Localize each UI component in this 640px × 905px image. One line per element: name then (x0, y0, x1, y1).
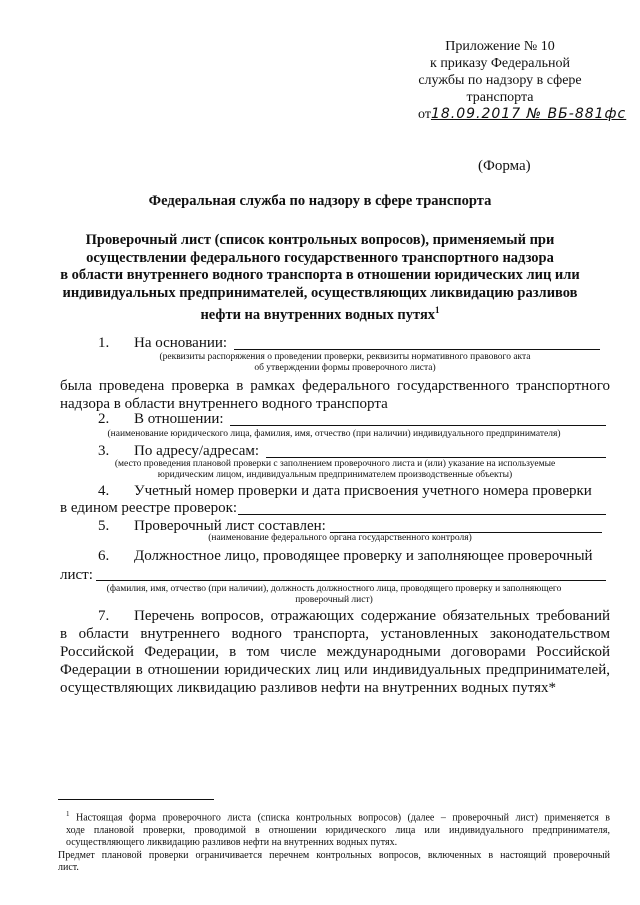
item7-number: 7. (98, 608, 110, 624)
title-line-text: нефти на внутренних водных путях (200, 306, 436, 323)
footnote-line: $^1$ Настоящая форма проверочного листа (списка контрольных вопросов) (далее – проверочный лист) применяется в (66, 810, 611, 824)
item6-number: 6. (98, 548, 110, 564)
title-line: Проверочный лист (список контрольных вопросов), применяемый при (85, 232, 555, 248)
item1-continuation: была проведена проверка в рамках федерального государственного транспортного надзора в области внутреннего водного транспорта (60, 378, 610, 412)
item6-caption: (фамилия, имя, отчество (при наличии), должность должностного лица, проводящего проверку и заполняющего проверочный лист) (106, 584, 562, 605)
item2-label: В отношении: (134, 411, 224, 427)
item3-number: 3. (98, 443, 110, 459)
item4-fill-line[interactable] (238, 514, 606, 515)
item2-fill-line[interactable] (230, 425, 606, 426)
order-reference (418, 106, 626, 123)
item6-label: лист: (60, 567, 93, 583)
title-line (50, 302, 590, 324)
document-title (50, 232, 590, 324)
item6-text: Должностное лицо, проводящее проверку и заполняющее проверочный (134, 548, 593, 564)
item2-caption: (наименование юридического лица, фамилия, имя, отчество (при наличии) индивидуального предпринимателя) (107, 429, 561, 439)
item1-number: 1. (98, 335, 110, 351)
item4-number: 4. (98, 483, 110, 499)
item5-label: Проверочный лист составлен: (134, 518, 326, 534)
title-line: осуществлении федерального государственного транспортного надзора (86, 249, 554, 266)
item1-label: На основании: (134, 335, 228, 351)
item3-fill-line[interactable] (266, 457, 606, 458)
title-line: индивидуальных предпринимателей, осуществляющих ликвидацию разливов (62, 284, 578, 301)
item5-caption: (наименование федерального органа государственного контроля) (208, 533, 472, 543)
item6-fill-line[interactable] (96, 580, 606, 581)
title-line: в области внутреннего водного транспорта в отношении юридических лиц или (60, 267, 580, 283)
order-prefix: от (418, 107, 431, 122)
item3-caption: (место проведения плановой проверки с заполнением проверочного листа и (или) указание на используемые юридическим лицом, индивидуальным предпринимателем производственные объекты) (114, 459, 556, 480)
footnote-line: осуществляющего ликвидацию разливов нефти на внутренних водных путях. (66, 837, 398, 849)
item1-fill-line[interactable] (234, 349, 600, 350)
item3-label: По адресу/адресам: (134, 443, 260, 459)
footnote-line: лист. (58, 862, 79, 874)
item2-number: 2. (98, 411, 110, 427)
appendix-line: к приказу Федеральной (430, 56, 570, 71)
agency-heading: Федеральная служба по надзору в сфере транспорта (148, 193, 492, 209)
appendix-header (400, 38, 600, 106)
item1-caption: (реквизиты распоряжения о проведении проверки, реквизиты нормативного правового акта об утверждении формы проверочного листа) (159, 352, 531, 373)
item5-number: 5. (98, 518, 110, 534)
footnote-line: Предмет плановой проверки ограничивается перечнем контрольных вопросов, включенных в настоящий проверочный (58, 849, 610, 861)
item4-text: Учетный номер проверки и дата присвоения учетного номера проверки (134, 483, 592, 499)
footnote-line: ходе плановой проверки, проводимой в отношении юридического лица или индивидуального предпринимателя, (66, 824, 610, 836)
form-label: (Форма) (478, 158, 531, 174)
title-footnote-mark: 1 (435, 305, 440, 315)
footnote-mark: 1 (66, 810, 70, 818)
footnote (58, 808, 610, 875)
item7-text: Перечень вопросов, отражающих содержание обязательных требований в области внутреннего водного транспорта, установленных законодательством Российской Федерации, в том числе международными договорами Российской Федерации в отношении юридических лиц или индивидуальных предпринимателей, осуществляющих ликвидацию разливов нефти на внутренних водных путях* (60, 608, 610, 696)
handwritten-order-number: 18.09.2017 № ВБ-881фс (430, 106, 627, 122)
appendix-line: Приложение № 10 (445, 39, 555, 54)
item4-label: в едином реестре проверок: (60, 500, 238, 516)
footnote-divider (58, 799, 214, 800)
appendix-line: транспорта (466, 90, 534, 105)
appendix-line: службы по надзору в сфере (418, 73, 582, 88)
